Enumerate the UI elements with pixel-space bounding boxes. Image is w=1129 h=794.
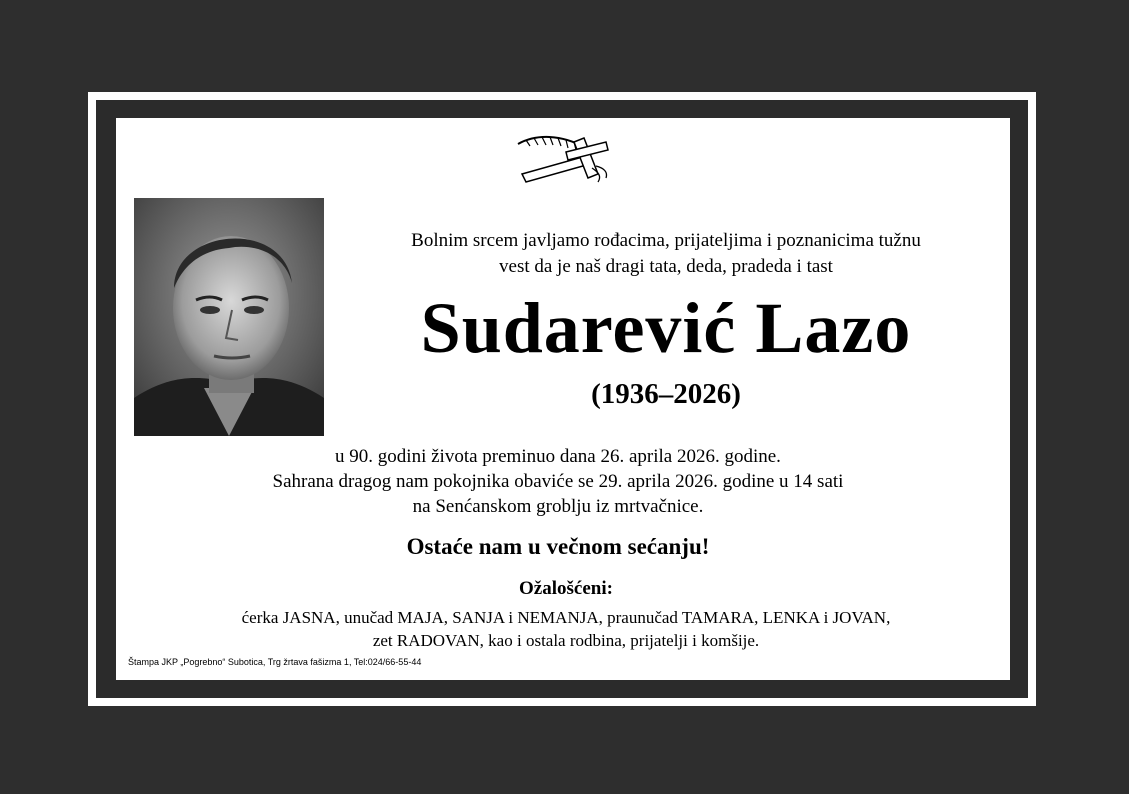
mourners-list [116, 606, 1016, 652]
details-line: u 90. godini života preminuo dana 26. aprila 2026. godine. [335, 446, 781, 467]
portrait-photo [134, 198, 324, 436]
details-line: na Senćanskom groblju iz mrtvačnice. [412, 496, 704, 517]
intro-line: vest da je naš dragi tata, deda, pradeda i tast [499, 256, 833, 277]
memory-phrase: Ostaće nam u večnom sećanju! [406, 534, 710, 559]
obituary-notice [116, 118, 1010, 680]
printer-footer: Štampa JKP „Pogrebno“ Subotica, Trg žrtava fašizma 1, Tel:024/66-55-44 [128, 657, 422, 667]
details-line: Sahrana dragog nam pokojnika obaviće se 29. aprila 2026. godine u 14 sati [272, 471, 844, 492]
deceased-name: Sudarević Lazo [420, 288, 912, 368]
intro-line: Bolnim srcem javljamo rođacima, prijateljima i poznanicima tužnu [411, 230, 921, 251]
mourners-line: zet RADOVAN, kao i ostala rodbina, prijatelji i komšije. [372, 631, 760, 650]
cross-with-palm-icon [516, 130, 616, 186]
mourners-heading: Ožalošćeni: [519, 578, 613, 599]
funeral-details [116, 444, 1000, 519]
mourners-line: ćerka JASNA, unučad MAJA, SANJA i NEMANJA, praunučad TAMARA, LENKA i JOVAN, [241, 608, 891, 627]
portrait-image [134, 198, 324, 436]
life-years: (1936–2026) [591, 378, 741, 410]
intro-text [326, 228, 1006, 280]
